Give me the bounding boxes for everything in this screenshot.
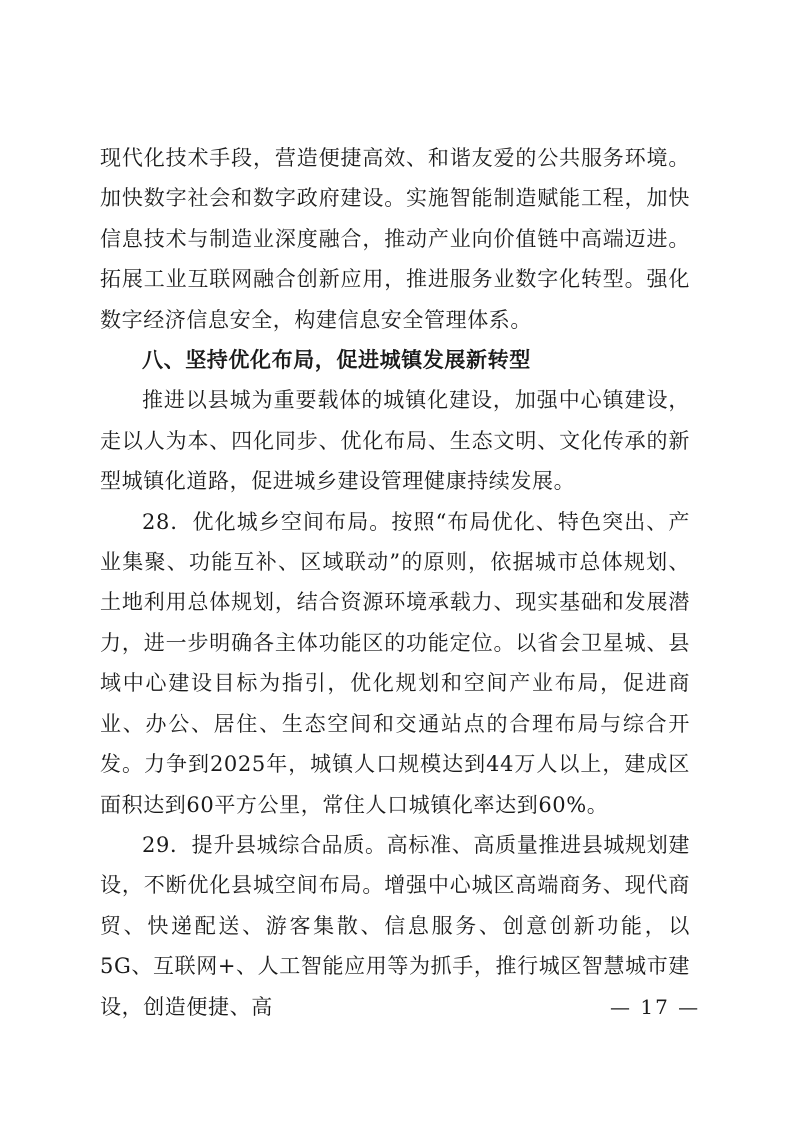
paragraph-urbanization-intro: 推进以县城为重要载体的城镇化建设，加强中心镇建设，走以人为本、四化同步、优化布局、生态文明、文化传承的新型城镇化道路，促进城乡建设管理健康持续发展。	[100, 388, 690, 494]
section-heading-8: 八、坚持优化布局，促进城镇发展新转型	[142, 348, 531, 373]
paragraph-digital-services: 现代化技术手段，营造便捷高效、和谐友爱的公共服务环境。加快数字社会和数字政府建设。实施智能制造赋能工程，加快信息技术与制造业深度融合，推动产业向价值链中高端迈进。拓展工业互联网融合创新应用，推进服务业数字化转型。强化数字经济信息安全，构建信息安全管理体系。	[100, 146, 690, 332]
paragraph-item-29: 29．提升县城综合品质。高标准、高质量推进县城规划建设，不断优化县城空间布局。增强中心城区高端商务、现代商贸、快递配送、游客集散、信息服务、创意创新功能，以5G、互联网+、人工智能应用等为抓手，推行城区智慧城市建设，创造便捷、高	[100, 832, 690, 1019]
paragraph-item-28: 28．优化城乡空间布局。按照“布局优化、特色突出、产业集聚、功能互补、区域联动”的原则，依据城市总体规划、土地利用总体规划，结合资源环境承载力、现实基础和发展潜力，进一步明确各主体功能区的功能定位。以省会卫星城、县域中心建设目标为指引，优化规划和空间产业布局，促进商业、办公、居住、生态空间和交通站点的合理布局与综合开发。力争到2025年，城镇人口规模达到44万人以上，建成区面积达到60平方公里，常住人口城镇化率达到60%。	[100, 509, 690, 817]
document-body	[100, 138, 690, 1027]
page-number: — 17 —	[610, 995, 701, 1019]
